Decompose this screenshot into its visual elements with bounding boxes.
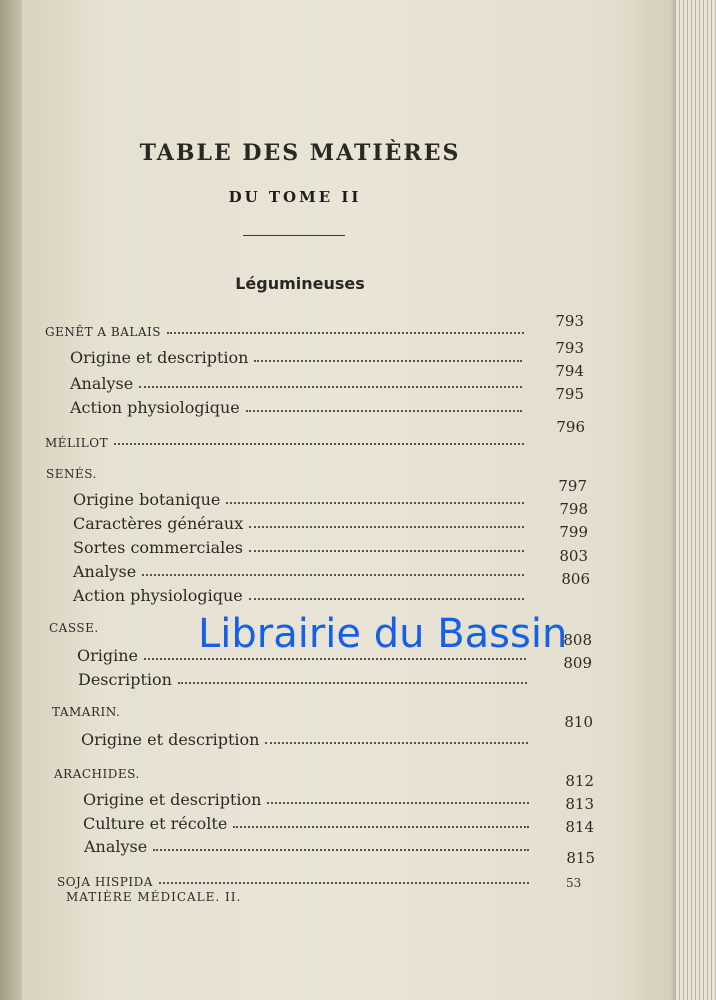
toc-page-number: 799	[559, 523, 588, 541]
toc-group-heading	[52, 697, 252, 719]
toc-group-heading	[46, 459, 246, 481]
running-footer: MATIÈRE MÉDICALE. II.	[66, 890, 242, 904]
toc-entry-label: Action physiologique	[73, 586, 243, 605]
toc-entry-label: Culture et récolte	[83, 814, 228, 833]
toc-entry	[81, 727, 534, 749]
toc-entry-label: GENÊT A BALAIS	[45, 325, 161, 339]
toc-group-heading	[54, 759, 254, 781]
toc-entry-label: TAMARIN.	[52, 705, 121, 719]
toc-page-number: 814	[565, 818, 594, 836]
leader-dots	[226, 502, 524, 504]
toc-entry	[73, 535, 530, 557]
leader-dots	[159, 882, 529, 884]
leader-dots	[144, 658, 526, 660]
toc-page-number: 793	[555, 339, 584, 357]
toc-page-number: 793	[555, 312, 584, 330]
toc-entry-label: CASSE.	[49, 621, 99, 635]
leader-dots	[114, 443, 524, 445]
toc-entry-label: Analyse	[70, 374, 134, 393]
toc-entry-label: Origine	[77, 646, 139, 665]
toc-page-number: 798	[559, 500, 588, 518]
toc-entry-label: ARACHIDES.	[54, 767, 140, 781]
toc-entry	[73, 487, 530, 509]
toc-page-number: 806	[561, 570, 590, 588]
toc-entry-label: Origine et description	[83, 790, 262, 809]
toc-page-number: 810	[564, 713, 593, 731]
toc-page-number: 803	[559, 547, 588, 565]
toc-page-number: 794	[555, 362, 584, 380]
leader-dots	[139, 386, 522, 388]
toc-entry-label: Description	[78, 670, 172, 689]
toc-page-number: 797	[558, 477, 587, 495]
toc-entry-label: Origine et description	[70, 348, 249, 367]
leader-dots	[142, 574, 524, 576]
toc-entry-label: Analyse	[84, 837, 148, 856]
toc-entry	[83, 787, 535, 809]
toc-entry-label: SENÉS.	[46, 467, 97, 481]
toc-entry-label: Origine botanique	[73, 490, 221, 509]
watermark-text: Librairie du Bassin	[198, 611, 568, 657]
leader-dots	[265, 742, 528, 744]
leader-dots	[167, 332, 524, 334]
toc-entry	[73, 559, 530, 581]
toc-page-number: 808	[563, 631, 592, 649]
toc-page-number: 815	[566, 849, 595, 867]
toc-entry-label: Analyse	[73, 562, 137, 581]
leader-dots	[233, 826, 529, 828]
toc-entry	[70, 371, 528, 393]
toc-entry-label: SOJA HISPIDA	[57, 875, 153, 889]
toc-page-number: 809	[563, 654, 592, 672]
toc-entry-label: Sortes commerciales	[73, 538, 243, 557]
page-edges	[676, 0, 716, 1000]
leader-dots	[249, 598, 524, 600]
section-heading: Légumineuses	[235, 274, 365, 293]
toc-page-number: 813	[565, 795, 594, 813]
toc-page-number: 796	[556, 418, 585, 436]
toc-entry-label: Origine et description	[81, 730, 260, 749]
toc-page-number: 812	[565, 772, 594, 790]
toc-entry	[57, 867, 535, 889]
leader-dots	[249, 550, 524, 552]
toc-entry-label: MÉLILOT	[45, 436, 109, 450]
leader-dots	[246, 410, 522, 412]
toc-entry	[45, 317, 530, 339]
toc-entry	[73, 511, 530, 533]
toc-page-number: 795	[555, 385, 584, 403]
leader-dots	[254, 360, 522, 362]
page-subtitle: DU TOME II	[228, 188, 362, 206]
toc-entry	[70, 345, 528, 367]
toc-entry-label: Caractères généraux	[73, 514, 244, 533]
leader-dots	[249, 526, 524, 528]
toc-entry-label: Action physiologique	[70, 398, 240, 417]
toc-entry	[83, 811, 535, 833]
page-title: TABLE DES MATIÈRES	[139, 140, 461, 166]
leader-dots	[153, 849, 529, 851]
signature-mark: 53	[566, 876, 582, 890]
toc-entry	[45, 428, 530, 450]
toc-entry	[78, 667, 533, 689]
title-rule	[243, 235, 345, 236]
leader-dots	[267, 802, 529, 804]
leader-dots	[178, 682, 527, 684]
toc-entry	[70, 395, 528, 417]
toc-entry	[84, 834, 535, 856]
toc-entry	[73, 583, 530, 605]
